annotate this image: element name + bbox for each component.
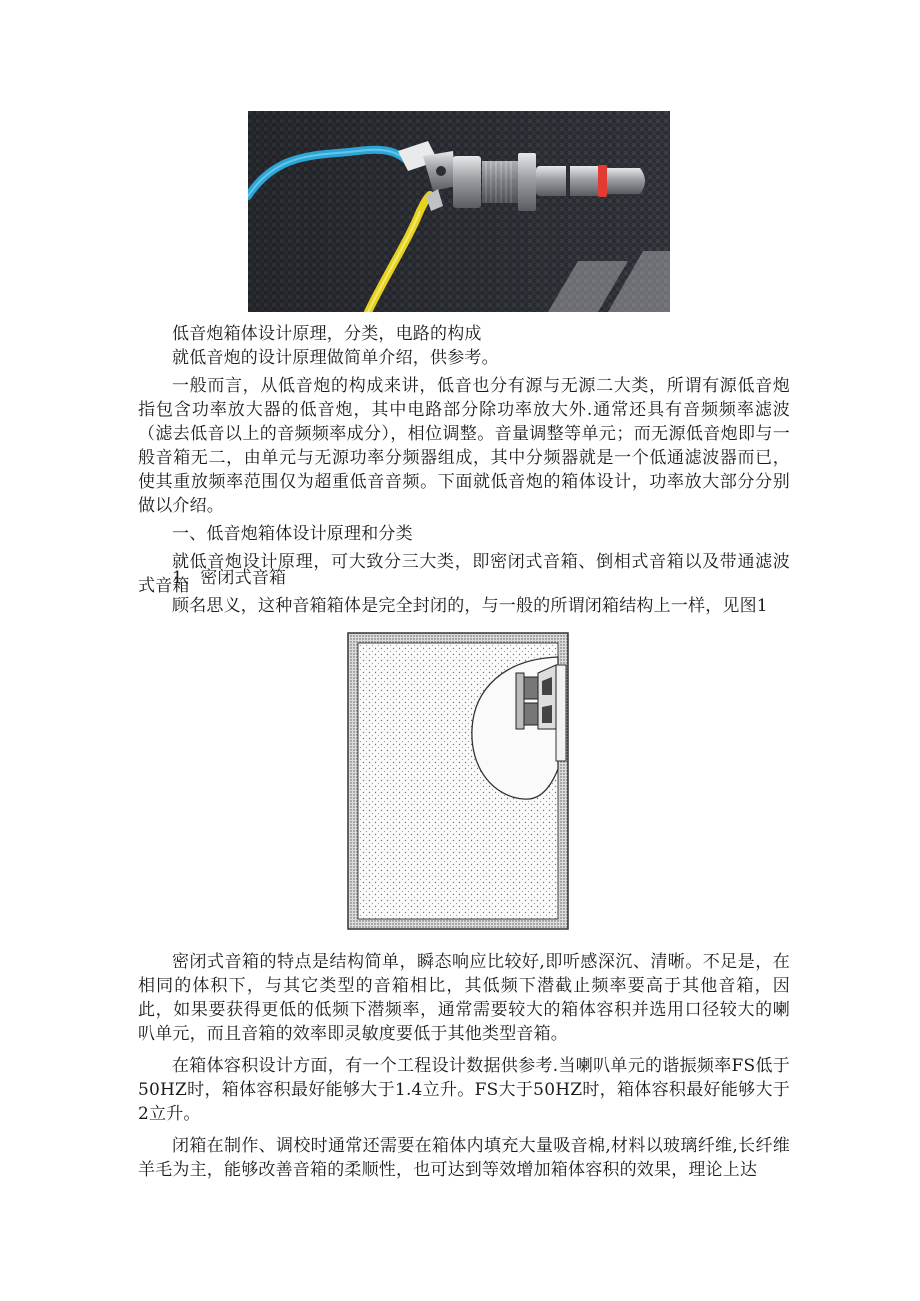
body-section [138, 950, 790, 1182]
figure-1 [344, 629, 572, 933]
document-title: 低音炮箱体设计原理，分类，电路的构成 [172, 324, 482, 344]
subsection-heading: 1、密闭式音箱 [172, 568, 287, 588]
sealed-enclosure-diagram-icon [344, 629, 572, 933]
audio-jack-photo [248, 111, 670, 312]
audio-jack-connector-photo-icon [248, 111, 670, 312]
closed-box-section [138, 566, 790, 618]
section-heading: 一、低音炮箱体设计原理和分类 [172, 524, 413, 544]
subsection-intro: 顾名思义，这种音箱箱体是完全封闭的，与一般的所谓闭箱结构上一样，见图1 [172, 596, 768, 616]
features-paragraph: 密闭式音箱的特点是结构简单，瞬态响应比较好,即听感深沉、清晰。不足是，在相同的体积下，与其它类型的音箱相比，其低频下潜截止频率要高于其他音箱，因此，如果要获得更低的低频下潜频率，通常需要较大的箱体容积并选用口径较大的喇叭单元，而且音箱的效率即灵敏度要低于其他类型音箱。 [138, 952, 790, 1044]
volume-design-paragraph: 在箱体容积设计方面，有一个工程设计数据供参考.当喇叭单元的谐振频率FS低于50HZ时，箱体容积最好能够大于1.4立升。FS大于50HZ时，箱体容积最好能够大于2立升。 [138, 1056, 790, 1124]
section-paragraph: 就低音炮设计原理，可大致分三大类，即密闭式音箱、倒相式音箱以及带通滤波式音箱 [138, 552, 790, 596]
lead-paragraph: 就低音炮的设计原理做简单介绍，供参考。 [172, 348, 499, 368]
damping-paragraph: 闭箱在制作、调校时通常还需要在箱体内填充大量吸音棉,材料以玻璃纤维,长纤维羊毛为主，能够改善音箱的柔顺性，也可达到等效增加箱体容积的效果，理论上达 [138, 1136, 790, 1180]
intro-section [138, 322, 790, 598]
overview-paragraph: 一般而言，从低音炮的构成来讲，低音也分有源与无源二大类，所谓有源低音炮指包含功率放大器的低音炮，其中电路部分除功率放大外.通常还具有音频频率滤波（滤去低音以上的音频频率成分），相位调整。音量调整等单元；而无源低音炮即与一般音箱无二，由单元与无源功率分频器组成，其中分频器就是一个低通滤波器而已，使其重放频率范围仅为超重低音音频。下面就低音炮的箱体设计，功率放大部分分别做以介绍。 [138, 376, 790, 516]
